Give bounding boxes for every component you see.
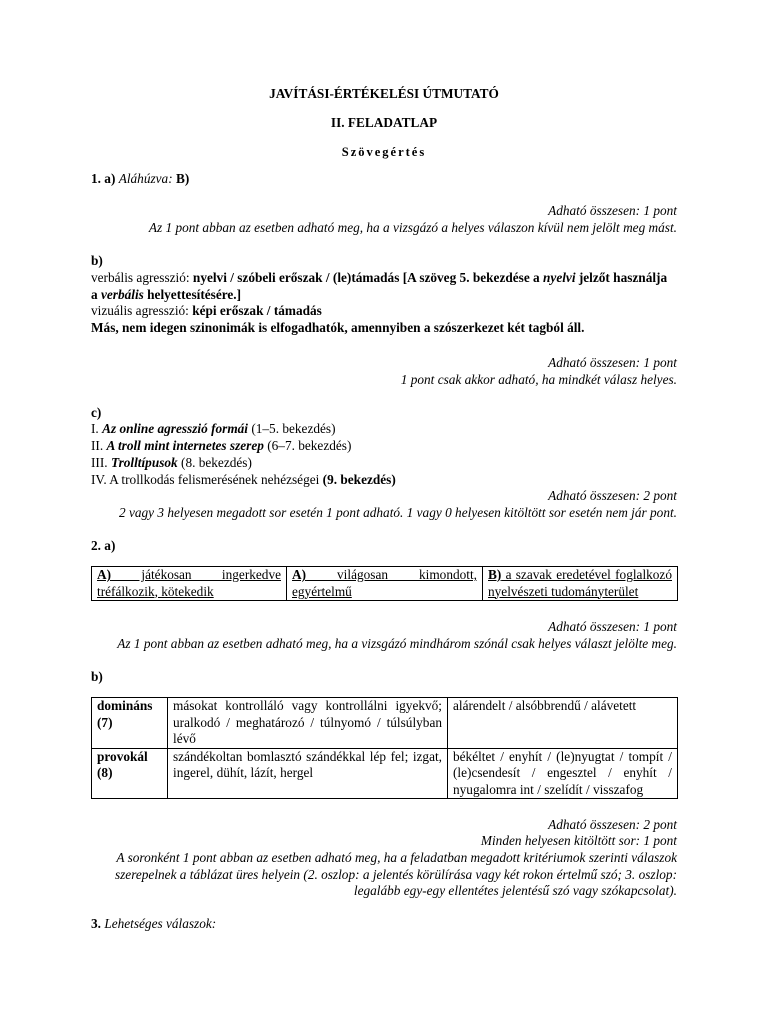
q1c-item-2-title: A troll mint internetes szerep xyxy=(106,438,264,453)
q1c-item-3 xyxy=(91,455,677,472)
q1b-visual-line xyxy=(91,303,677,320)
q2a-cell-1-text: játékosan ingerkedve tréfálkozik, kötekedik xyxy=(97,567,281,599)
q1b-visual-answer: képi erőszak / támadás xyxy=(192,303,322,318)
table-row xyxy=(92,748,678,799)
q1c-total: Adható összesen: 2 pont xyxy=(548,488,677,503)
q2b-row-1-synonyms: másokat kontrolláló vagy kontrollálni igyekvő; uralkodó / meghatározó / túlnyomó / túlsúlyban lévő xyxy=(168,698,448,749)
q2b-row-2-antonyms: békéltet / enyhít / (le)nyugtat / tompít / (le)csendesít / engesztel / enyhít / nyugalomra int / szelídít / visszafog xyxy=(448,748,678,799)
q1c-item-1-title: Az online agresszió formái xyxy=(102,421,248,436)
q2b-row-2-word-cell xyxy=(92,748,168,799)
q2a-table xyxy=(91,566,678,601)
q2a-number: 2. a) xyxy=(91,538,116,553)
section-title: Szövegértés xyxy=(341,145,427,159)
q2a-cell-1 xyxy=(92,567,287,601)
q1c-item-4 xyxy=(91,472,677,489)
q1b-verbal-mid: jelzőt használja a xyxy=(91,270,668,302)
q2b-total: Adható összesen: 2 pont xyxy=(548,817,677,832)
q1c-item-4-ref: (9. bekezdés) xyxy=(322,472,396,487)
q1b-letter: b) xyxy=(91,253,103,268)
q1b-verbal-term-verbalis: verbális xyxy=(100,286,144,302)
table-row xyxy=(92,567,678,601)
q2b-letter: b) xyxy=(91,669,103,684)
q1a-total: Adható összesen: 1 pont xyxy=(548,203,677,218)
q1c-item-2 xyxy=(91,438,677,455)
q2a-cell-3 xyxy=(483,567,678,601)
q1c-letter: c) xyxy=(91,405,102,420)
q1b-verbal-label: verbális agresszió: xyxy=(91,270,193,285)
q2b-row-1-paragraph: (7) xyxy=(97,714,113,730)
q1b-total: Adható összesen: 1 pont xyxy=(548,355,677,370)
q2b-table xyxy=(91,697,678,799)
q2b-row-2-word: provokál xyxy=(97,748,148,764)
q1a-note: Az 1 pont abban az esetben adható meg, ha a vizsgázó a helyes válaszon kívül nem jelölt meg mást. xyxy=(148,220,677,235)
q2b-row-2-paragraph: (8) xyxy=(97,765,113,780)
q2a-cell-3-letter: B) xyxy=(488,567,502,582)
q3-line xyxy=(91,916,677,933)
q3-number: 3. xyxy=(91,916,101,931)
q2a-note: Az 1 pont abban az esetben adható meg, ha a vizsgázó mindhárom szónál csak helyes választ jelölte meg. xyxy=(117,636,677,651)
q2a-cell-1-letter: A) xyxy=(97,567,112,582)
document-title: JAVÍTÁSI-ÉRTÉKELÉSI ÚTMUTATÓ xyxy=(269,86,499,101)
q1c-item-2-num: II. xyxy=(91,438,107,453)
q1c-note: 2 vagy 3 helyesen megadott sor esetén 1 pont adható. 1 vagy 0 helyesen kitöltött sor esetén nem jár pont. xyxy=(119,505,677,520)
q1c-item-1-ref: (1–5. bekezdés) xyxy=(248,421,336,436)
q3-label: Lehetséges válaszok: xyxy=(104,916,217,931)
q1c-item-2-ref: (6–7. bekezdés) xyxy=(263,438,352,453)
task-sheet-title: II. FELADATLAP xyxy=(330,115,438,130)
q1c-item-3-num: III. xyxy=(91,455,111,470)
q1b-note: 1 pont csak akkor adható, ha mindkét válasz helyes. xyxy=(400,372,677,387)
q2a-total: Adható összesen: 1 pont xyxy=(548,619,677,634)
q1c-item-1-num: I. xyxy=(91,421,103,436)
q1b-verbal-term-nyelvi: nyelvi xyxy=(543,270,576,285)
q2a-cell-3-text: a szavak eredetével foglalkozó nyelvészeti tudományterület xyxy=(488,567,672,599)
q1b-verbal-line xyxy=(91,270,677,303)
q1b-verbal-end: helyettesítésére.] xyxy=(143,286,242,302)
q2a-cell-2 xyxy=(287,567,483,601)
q2a-cell-2-text: világosan kimondott, egyértelmű xyxy=(292,567,477,599)
q2b-row-1-antonyms: alárendelt / alsóbbrendű / alávetett xyxy=(448,698,678,749)
q1c-item-4-text: IV. A trollkodás felismerésének nehézségei xyxy=(91,472,323,487)
q2b-row-1-word-cell xyxy=(92,698,168,749)
q1a-label: Aláhúzva: xyxy=(118,171,173,186)
q1c-item-1 xyxy=(91,421,677,438)
q2b-per-row: Minden helyesen kitöltött sor: 1 pont xyxy=(480,833,677,848)
q2b-row-1-word: domináns xyxy=(97,698,153,713)
q1b-verbal-answer: nyelvi / szóbeli erőszak / (le)támadás [A szöveg 5. bekezdése a xyxy=(192,270,544,285)
q1b-synonym-rule: Más, nem idegen szinonimák is elfogadhatók, amennyiben a szószerkezet két tagból áll. xyxy=(91,320,585,335)
q1a-answer: B) xyxy=(175,171,190,186)
q2b-row-2-synonyms: szándékoltan bomlasztó szándékkal lép fel; izgat, ingerel, dühít, lázít, hergel xyxy=(168,748,448,799)
q1b-visual-label: vizuális agresszió: xyxy=(91,303,193,318)
q1a-line xyxy=(91,171,677,188)
q1c-item-3-ref: (8. bekezdés) xyxy=(177,455,252,470)
q1a-number: 1. a) xyxy=(91,171,116,186)
q2a-cell-2-letter: A) xyxy=(292,567,307,582)
q1c-item-3-title: Trolltípusok xyxy=(110,455,178,470)
q2b-note: A soronként 1 pont abban az esetben adható meg, ha a feladatban megadott kritériumok szerinti válaszok szerepelnek a táblázat üres helyein (2. oszlop: a jelentés körülírása vagy két rokon értelmű szó; 3. oszlop: legalább egy-egy ellentétes jelentésű szó vagy szókapcsolat). xyxy=(114,850,677,898)
table-row xyxy=(92,698,678,749)
